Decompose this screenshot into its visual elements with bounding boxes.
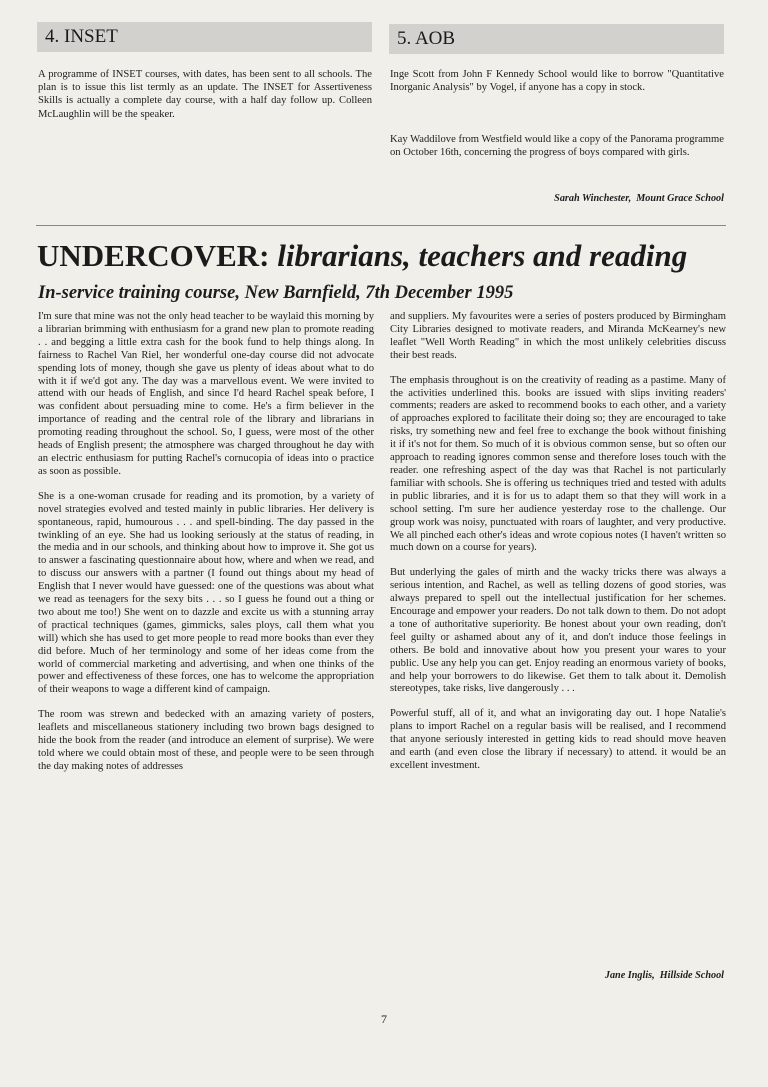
article-paragraph: Powerful stuff, all of it, and what an invigorating day out. I hope Natalie's plans to import Rachel on a regular basis will be realised, and I recommend that anyone seriously interested in getting kids to read should move heaven and earth (and even close the library if necessary) to attend. it would be an excellent investment. — [390, 708, 726, 771]
article-paragraph: and suppliers. My favourites were a series of posters produced by Birmingham City Libraries designed to motivate readers, and Miranda McKearney's new leaflet "Well Worth Reading" in which the most unlikely celebrities discuss their best reads. — [390, 311, 726, 361]
page-number: 7 — [381, 1012, 387, 1026]
article-column-right — [390, 311, 726, 785]
article-paragraph: I'm sure that mine was not the only head teacher to be waylaid this morning by a librarian brimming with enthusiasm for a grand new plan to promote reading . . and begging a little extra cash for the book fund to help things along. In fairness to Rachel Van Riel, her wonderful one-day course did not advocate spending lots of money, though she gave us plenty of ideas about what to do with it if we'd got any. The day was a marvellous event. We were invited to attend with our heads of English, and since I'd heard Rachel speak before, I was confident about persuading mine to come. He's a firm believer in the importance of reading and the central role of the library and librarians in promoting reading throughout the school. So, I guess, were most of the other heads of English present; the atmosphere was charged throughout he day with an electric enthusiasm for putting Rachel's cornucopia of ideas into o practice as soon as possible. — [38, 311, 374, 477]
aob-paragraph: Kay Waddilove from Westfield would like a copy of the Panorama programme on October 16th, concerning the progress of boys compared with girls. — [390, 134, 724, 159]
article-paragraph: The emphasis throughout is on the creativity of reading as a pastime. Many of the activities underlined this. books are issued with slips inviting readers' comments; readers are asked to recommend books to each other, and a variety of approaches explored to facilitate their doing so; they are encouraged to take risks, try something new and feel free to exchange the book without finishing it if it's not for them. So much of it is obvious common sense, but so often our approach to reading ignores common sense and therefore loses touch with the reader. one refreshing aspect of the day was that Rachel is not particularly familiar with schools. She is offering us techniques tried and tested with adults in public libraries, and it is for us to adapt them so that they will work in a school setting. I'm sure her audience yesterday rose to the challenge. Our group work was noisy, punctuated with roars of laughter, and very productive. We all pinched each other's ideas and wrote copious notes (I haven't written so much down on a course for years). — [390, 374, 726, 554]
headline-main: UNDERCOVER: — [37, 238, 270, 273]
inset-body: A programme of INSET courses, with dates, has been sent to all schools. The plan is to issue this list termly as an update. The INSET for Assertiveness Skills is actually a complete day course, with a half day follow up. Colleen McLaughlin will be the speaker. — [38, 69, 372, 120]
section-divider — [36, 225, 726, 226]
article-headline — [37, 236, 737, 276]
article-column-left — [38, 311, 374, 786]
aob-signature: Sarah Winchester, Mount Grace School — [554, 193, 724, 204]
inset-section-heading: 4. INSET — [37, 22, 372, 52]
aob-paragraph: Inge Scott from John F Kennedy School would like to borrow "Quantitative Inorganic Analysis" by Vogel, if anyone has a copy in stock. — [390, 69, 724, 94]
article-paragraph: She is a one-woman crusade for reading and its promotion, by a variety of novel strategies evolved and tested mainly in public libraries. Her delivery is spontaneous, rapid, humourous . . . and spell-binding. The day passed in the twinkling of an eye. She had us looking seriously at the status of reading, in the media and in our schools, and thinking about how to improve it. She got us to answer a fascinating questionnaire about how, where and when we read, and to discuss our answers with a partner (I found out things about my head of English that I never would have guessed: one of the questions was about what we read as teenagers for the sexy bits . . . so I guess he found out a thing or two about me too!) She went on to dazzle and excite us with a stunning array of practical techniques (games, gimmicks, sales ploys, call them what you will) which she has used to get more people to read more books than ever they did before. Much of her terminology and some of her ideas come from the world of commercial marketing and advertising, and when one thinks of the power and effectiveness of these forces, one has to welcome the appropriation of their weapons to wage a different kind of campaign. — [38, 490, 374, 696]
article-subtitle: In-service training course, New Barnfield, 7th December 1995 — [38, 283, 514, 303]
article-paragraph: But underlying the gales of mirth and the wacky tricks there was always a serious intention, and Rachel, as well as telling dozens of good stories, was always prepared to spell out the intellectual justification for her schemes. Encourage and empower your readers. Do not talk down to them. Do not adopt a tone of authoritative superiority. Be honest about your own reading, don't feel guilty or ashamed about any of it, and don't induce those feelings in others. Be bold and innovative about how you present your wares to your public. Use any help you can get. Enjoy reading an enormous variety of books, and help your borrowers to do likewise. Get them to talk about it. Demolish stereotypes, take risks, live dangerously . . . — [390, 567, 726, 695]
headline-italic: librarians, teachers and reading — [277, 238, 688, 273]
article-paragraph: The room was strewn and bedecked with an amazing variety of posters, leaflets and miscellaneous stationery including two brown bags designed to hide the book from the reader (and introduce an element of surprise). We were told where we could obtain most of these, and people were to be seen through the day making notes of addresses — [38, 709, 374, 772]
article-signature: Jane Inglis, Hillside School — [604, 970, 724, 981]
aob-section-heading: 5. AOB — [389, 24, 724, 54]
